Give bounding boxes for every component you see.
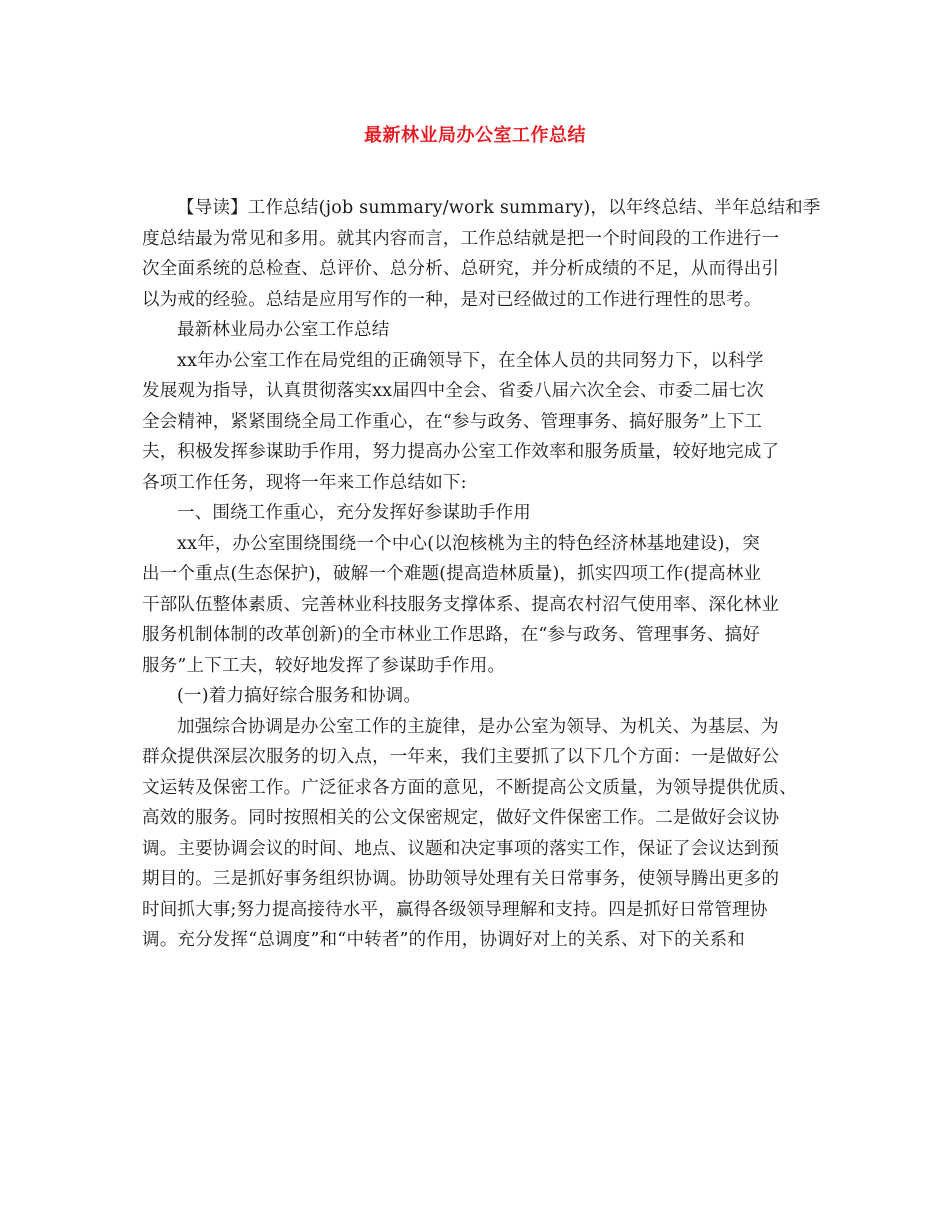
body-line: xx年，办公室围绕围绕一个中心(以泡核桃为主的特色经济林基地建设)，突 [177, 533, 760, 554]
document-title: 最新林业局办公室工作总结 [364, 125, 586, 146]
body-line: 服务机制体制的改革创新)的全市林业工作思路，在“参与政务、管理事务、搞好 [142, 625, 760, 645]
body-line: 调。充分发挥“总调度”和“中转者”的作用，协调好对上的关系、对下的关系和 [142, 930, 745, 950]
body-line: 群众提供深层次服务的切入点，一年来，我们主要抓了以下几个方面：一是做好公 [142, 747, 780, 767]
body-line: 服务”上下工夫，较好地发挥了参谋助手作用。 [142, 655, 506, 676]
body-line: 加强综合协调是办公室工作的主旋律，是办公室为领导、为机关、为基层、为 [177, 716, 779, 737]
document-body [142, 193, 821, 956]
body-line: 期目的。三是抓好事务组织协调。协助领导处理有关日常事务，使领导腾出更多的 [142, 869, 780, 889]
body-line: 各项工作任务，现将一年来工作总结如下: [142, 472, 467, 493]
body-line: 发展观为指导，认真贯彻落实xx届四中全会、省委八届六次全会、市委二届七次 [142, 381, 764, 401]
body-line: 时间抓大事;努力提高接待水平，赢得各级领导理解和支持。四是抓好日常管理协 [142, 899, 768, 920]
body-line: xx年办公室工作在局党组的正确领导下，在全体人员的共同努力下，以科学 [177, 350, 764, 371]
body-line: 全会精神，紧紧围绕全局工作重心，在“参与政务、管理事务、搞好服务”上下工 [142, 411, 763, 432]
body-line: 夫，积极发挥参谋助手作用，努力提高办公室工作效率和服务质量，较好地完成了 [142, 442, 780, 462]
body-line: 以为戒的经验。总结是应用写作的一种，是对已经做过的工作进行理性的思考。 [142, 289, 762, 310]
body-line: 干部队伍整体素质、完善林业科技服务支撑体系、提高农村沼气使用率、深化林业 [142, 594, 780, 615]
body-line: (一)着力搞好综合服务和协调。 [177, 686, 422, 706]
body-line: 调。主要协调会议的时间、地点、议题和决定事项的落实工作，保证了会议达到预 [142, 838, 780, 859]
body-line: 一、围绕工作重心，充分发挥好参谋助手作用 [177, 503, 531, 523]
body-line: 【导读】工作总结(job summary/work summary)，以年终总结、半年总结和季 [177, 198, 821, 218]
body-line: 出一个重点(生态保护)，破解一个难题(提高造林质量)，抓实四项工作(提高林业 [142, 564, 762, 584]
body-line: 文运转及保密工作。广泛征求各方面的意见，不断提高公文质量，为领导提供优质、 [142, 777, 797, 798]
body-line: 最新林业局办公室工作总结 [177, 320, 390, 340]
body-line: 高效的服务。同时按照相关的公文保密规定，做好文件保密工作。二是做好会议协 [142, 808, 780, 828]
body-line: 度总结最为常见和多用。就其内容而言，工作总结就是把一个时间段的工作进行一 [142, 228, 780, 249]
body-line: 次全面系统的总检查、总评价、总分析、总研究，并分析成绩的不足，从而得出引 [142, 259, 780, 279]
